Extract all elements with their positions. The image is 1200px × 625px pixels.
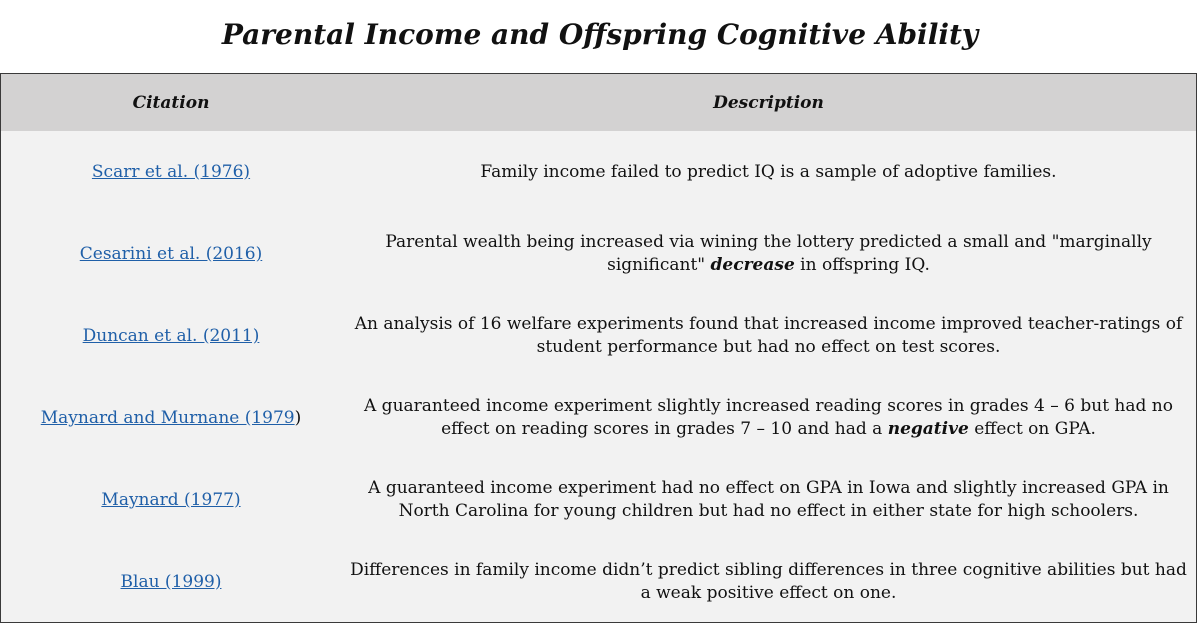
citation-cell	[1, 572, 341, 592]
description-cell	[341, 161, 1196, 184]
description-text: An analysis of 16 welfare experiments found that increased income improved teacher-ratings of student performance but had no effect on test scores.	[354, 314, 1183, 357]
description-cell	[341, 231, 1196, 277]
citation-cell	[1, 244, 341, 264]
page-title: Parental Income and Offspring Cognitive Ability	[221, 18, 979, 51]
citation-link[interactable]: Maynard and Murnane (1979	[40, 408, 295, 428]
description-text: A guaranteed income experiment had no effect on GPA in Iowa and slightly increased GPA in North Carolina for young children but had no effect in either state for high schoolers.	[368, 478, 1169, 521]
description-emphasis: negative	[887, 419, 969, 439]
table-header-row	[1, 74, 1196, 131]
table-row	[1, 295, 1196, 377]
table-row	[1, 131, 1196, 213]
table-row	[1, 377, 1196, 459]
citation-link[interactable]: Scarr et al. (1976)	[91, 162, 251, 182]
citation-table	[0, 73, 1197, 623]
citation-link[interactable]: Maynard (1977)	[101, 490, 241, 510]
citation-suffix: )	[294, 408, 302, 428]
citation-cell	[1, 162, 341, 182]
description-text: Family income failed to predict IQ is a sample of adoptive families.	[480, 161, 1057, 182]
description-cell	[341, 559, 1196, 605]
header-description: Description	[713, 92, 824, 113]
description-text-end: in offspring IQ.	[794, 255, 930, 275]
description-text: Parental wealth being increased via wining the lottery predicted a small and "marginally significant"	[385, 232, 1152, 275]
citation-link[interactable]: Blau (1999)	[120, 572, 222, 592]
citation-cell	[1, 490, 341, 510]
description-cell	[341, 477, 1196, 523]
description-text: A guaranteed income experiment slightly increased reading scores in grades 4 – 6 but had no effect on reading scores in grades 7 – 10 and had a	[364, 396, 1173, 439]
description-text-end: effect on GPA.	[968, 419, 1096, 439]
description-emphasis: decrease	[710, 255, 795, 275]
description-text: Differences in family income didn’t predict sibling differences in three cognitive abilities but had a weak positive effect on one.	[350, 560, 1187, 603]
citation-link[interactable]: Duncan et al. (2011)	[82, 326, 260, 346]
table-row	[1, 459, 1196, 541]
table-row	[1, 213, 1196, 295]
table-row	[1, 541, 1196, 623]
citation-link[interactable]: Cesarini et al. (2016)	[79, 244, 263, 264]
description-cell	[341, 313, 1196, 359]
description-cell	[341, 395, 1196, 441]
citation-cell	[1, 408, 341, 428]
citation-cell	[1, 326, 341, 346]
header-citation: Citation	[132, 92, 210, 113]
